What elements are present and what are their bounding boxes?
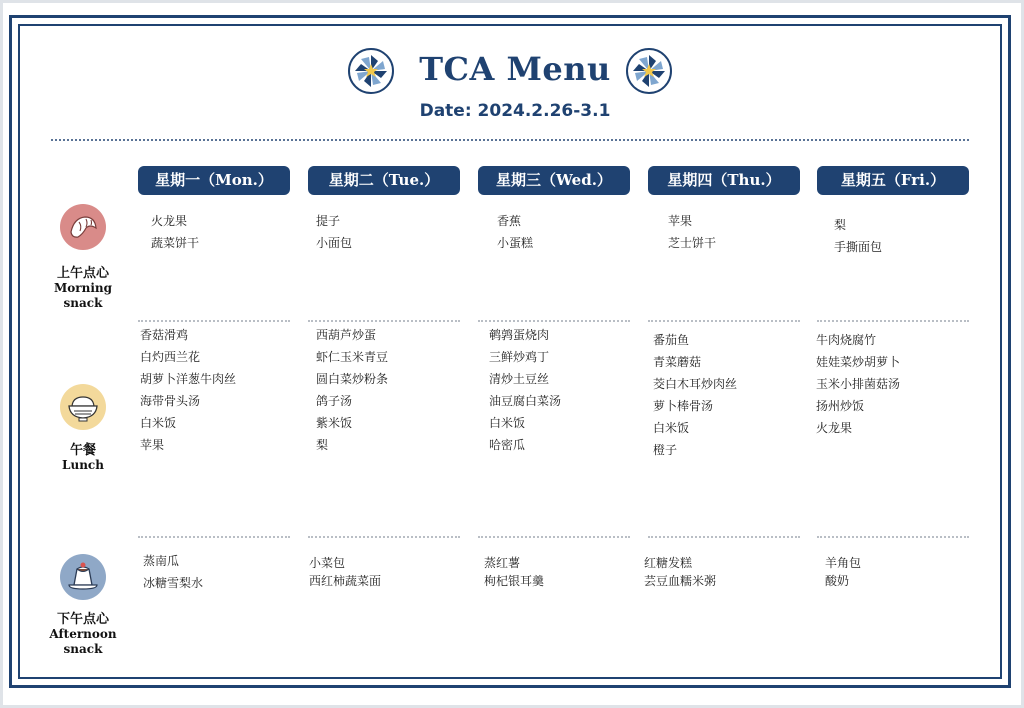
menu-item: 蒸南瓜	[143, 554, 180, 568]
menu-item: 枸杞银耳羹	[484, 574, 545, 588]
section-divider	[478, 320, 630, 322]
menu-item: 紫米饭	[316, 416, 353, 430]
section-divider	[648, 536, 800, 538]
day-header-thu: 星期四（Thu.）	[648, 166, 800, 195]
menu-item: 小面包	[316, 236, 353, 250]
menu-list-thu-lunch	[653, 329, 737, 461]
menu-list-thu-morning	[668, 210, 716, 254]
croissant-icon	[60, 204, 106, 250]
menu-item: 提子	[316, 214, 341, 228]
menu-list-fri-afternoon	[825, 554, 861, 590]
menu-item: 哈密瓜	[489, 438, 526, 452]
menu-item: 白灼西兰花	[140, 350, 201, 364]
menu-item: 小蛋糕	[497, 236, 534, 250]
menu-item: 玉米小排菌菇汤	[816, 377, 901, 391]
menu-item: 三鲜炒鸡丁	[489, 350, 550, 364]
menu-item: 芝士饼干	[668, 236, 717, 250]
menu-item: 茭白木耳炒肉丝	[653, 377, 738, 391]
menu-item: 梨	[316, 438, 329, 452]
section-divider	[817, 320, 969, 322]
menu-item: 萝卜棒骨汤	[653, 399, 714, 413]
menu-item: 蔬菜饼干	[151, 236, 200, 250]
meal-label-afternoon	[33, 612, 133, 657]
section-divider	[138, 536, 290, 538]
section-divider	[308, 320, 460, 322]
menu-item: 香菇滑鸡	[140, 328, 189, 342]
meal-label-lunch	[33, 443, 133, 473]
menu-item: 西红柿蔬菜面	[309, 574, 382, 588]
menu-item: 手撕面包	[834, 240, 883, 254]
menu-item: 蒸红薯	[484, 556, 521, 570]
menu-list-fri-morning	[834, 214, 882, 258]
menu-list-fri-lunch	[816, 329, 900, 439]
menu-item: 白米饭	[140, 416, 177, 430]
menu-item: 香蕉	[497, 214, 522, 228]
day-header-mon: 星期一（Mon.）	[138, 166, 290, 195]
menu-item: 西葫芦炒蛋	[316, 328, 377, 342]
meal-label-zh: 下午点心	[56, 612, 109, 627]
menu-item: 青菜蘑菇	[653, 355, 702, 369]
menu-list-tue-lunch	[316, 324, 388, 456]
meal-label-en: Afternoon	[49, 627, 117, 641]
section-divider	[138, 320, 290, 322]
menu-item: 鹌鹑蛋烧肉	[489, 328, 550, 342]
menu-item: 娃娃菜炒胡萝卜	[816, 355, 901, 369]
menu-page	[3, 3, 1021, 705]
rice-bowl-icon	[60, 384, 106, 430]
menu-item: 酸奶	[825, 574, 850, 588]
meal-label-zh: 上午点心	[56, 266, 109, 281]
menu-item: 小菜包	[309, 556, 346, 570]
menu-list-mon-morning	[151, 210, 199, 254]
meal-label-morning	[33, 266, 133, 311]
menu-item: 白米饭	[489, 416, 526, 430]
menu-item: 火龙果	[151, 214, 188, 228]
page-title: TCA Menu	[419, 50, 611, 88]
menu-item: 火龙果	[816, 421, 853, 435]
day-header-tue: 星期二（Tue.）	[308, 166, 460, 195]
menu-date: Date: 2024.2.26-3.1	[419, 101, 611, 121]
menu-item: 苹果	[668, 214, 693, 228]
menu-item: 油豆腐白菜汤	[489, 394, 562, 408]
day-header-wed: 星期三（Wed.）	[478, 166, 630, 195]
menu-item: 胡萝卜洋葱牛肉丝	[140, 372, 237, 386]
section-divider	[478, 536, 630, 538]
menu-list-mon-afternoon	[143, 550, 203, 594]
menu-item: 红糖发糕	[644, 556, 693, 570]
menu-item: 圆白菜炒粉条	[316, 372, 389, 386]
menu-list-thu-afternoon	[644, 554, 716, 590]
menu-item: 扬州炒饭	[816, 399, 865, 413]
menu-item: 虾仁玉米青豆	[316, 350, 389, 364]
menu-list-tue-morning	[316, 210, 352, 254]
menu-list-wed-lunch	[489, 324, 561, 456]
menu-item: 白米饭	[653, 421, 690, 435]
section-divider	[308, 536, 460, 538]
menu-item: 橙子	[653, 443, 678, 457]
menu-item: 苹果	[140, 438, 165, 452]
header-divider	[51, 139, 969, 141]
menu-list-mon-lunch	[140, 324, 236, 456]
menu-item: 冰糖雪梨水	[143, 576, 204, 590]
menu-item: 番茄鱼	[653, 333, 690, 347]
menu-item: 芸豆血糯米粥	[644, 574, 717, 588]
menu-item: 海带骨头汤	[140, 394, 201, 408]
menu-list-tue-afternoon	[309, 554, 381, 590]
menu-list-wed-afternoon	[484, 554, 544, 590]
menu-item: 鸽子汤	[316, 394, 353, 408]
meal-label-zh: 午餐	[69, 443, 96, 458]
section-divider	[817, 536, 969, 538]
menu-item: 清炒土豆丝	[489, 372, 550, 386]
pudding-icon	[60, 554, 106, 600]
menu-item: 羊角包	[825, 556, 862, 570]
meal-label-en: snack	[63, 296, 103, 310]
menu-item: 梨	[834, 218, 847, 232]
menu-item: 牛肉烧腐竹	[816, 333, 877, 347]
menu-list-wed-morning	[497, 210, 533, 254]
meal-label-en: snack	[63, 642, 103, 656]
meal-label-en: Morning	[53, 281, 112, 295]
day-header-fri: 星期五（Fri.）	[817, 166, 969, 195]
meal-label-en: Lunch	[62, 458, 104, 472]
section-divider	[648, 320, 800, 322]
